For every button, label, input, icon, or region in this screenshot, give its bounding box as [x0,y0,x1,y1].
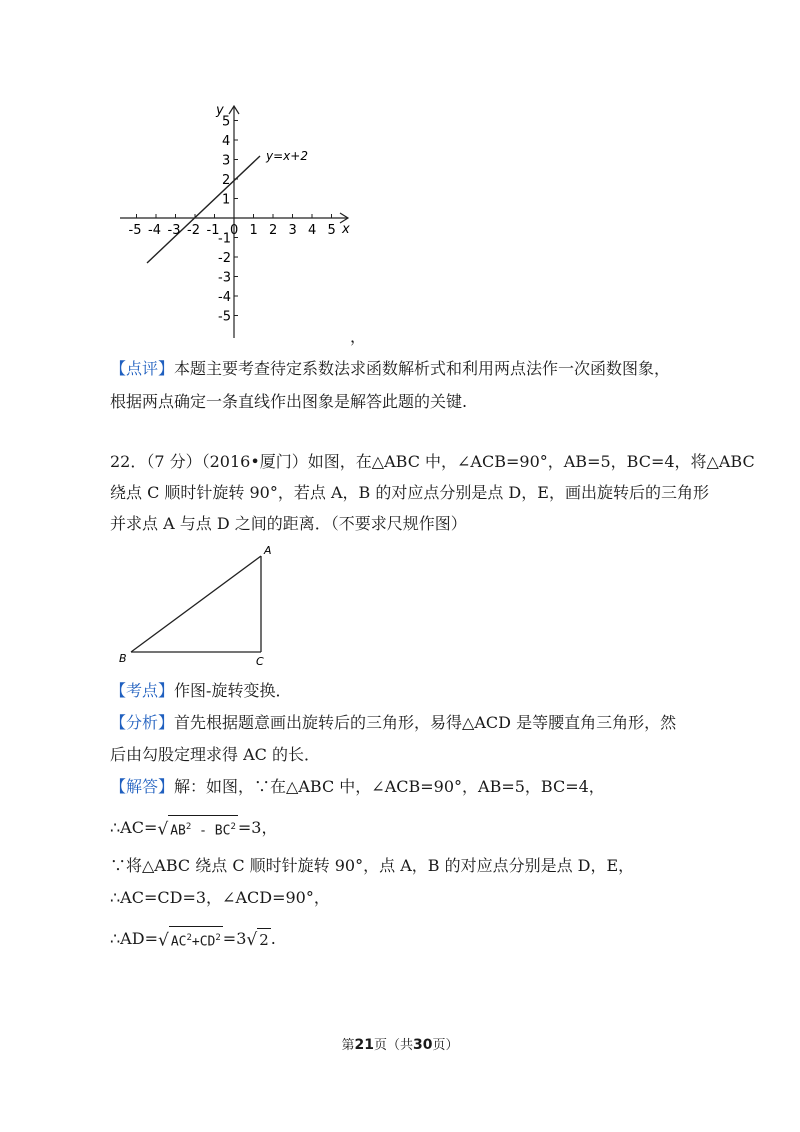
vertex-a-label: A [264,544,272,557]
jieda-text-1: 解：如图，∵在△ABC 中，∠ACB=90°，AB=5，BC=4， [174,777,605,796]
comment-text-1: 本题主要考查待定系数法求函数解析式和利用两点法作一次函数图象， [174,359,671,378]
vertex-c-label: C [256,655,264,668]
linear-function-graph [110,98,370,348]
y-axis-label: y [216,103,224,118]
y-tick-label: -2 [218,251,231,266]
vertex-b-label: B [119,652,127,665]
sqrt-2: √ 2 [246,930,269,951]
x-tick-label: 3 [288,223,297,238]
y-tick-label: -3 [218,270,231,286]
x-tick-label: 0 [230,223,239,238]
y-tick-label: 3 [222,153,231,169]
y-tick-label: 2 [222,173,231,188]
fenxi-text-1: 首先根据题意画出旋转后的三角形，易得△ACD 是等腰直角三角形，然 [174,713,677,732]
x-tick-label: 4 [308,223,317,238]
kaodian-text: 作图-旋转变换． [174,681,292,700]
right-triangle-figure [115,540,285,670]
current-page: 21 [354,1037,374,1053]
page-footer: 第21页（共30页） [341,1037,459,1053]
x-tick-label: -2 [187,223,200,238]
jieda-line-3: ∵将△ABC 绕点 C 顺时针旋转 90°，点 A，B 的对应点分别是点 D，E， [110,856,635,875]
x-axis-label: x [342,222,350,237]
y-tick-label: -1 [218,231,231,247]
jieda-line-2: ∴AC=√ $AB^2 - BC^2 =3$， [110,815,277,842]
jieda-line-4: ∴AC=CD=3，∠ACD=90°， [110,888,330,907]
problem-22-line-3: 并求点 A 与点 D 之间的距离．（不要求尺规作图） [110,514,467,533]
y-tick-label: -5 [218,309,231,325]
y-tick-label: 1 [222,192,231,208]
x-tick-label: -3 [167,223,181,238]
y-tick-label: 5 [222,114,231,130]
kaodian-line: 【考点】作图-旋转变换． [110,681,292,700]
jieda-tag: 解答 [126,777,159,796]
sqrt-ab-bc: √ $AB^2 - BC^2$ [157,815,237,842]
jieda-line-1: 【解答】解：如图，∵在△ABC 中，∠ACB=90°，AB=5，BC=4， [110,777,605,796]
total-pages: 30 [413,1037,433,1053]
x-tick-label: -4 [148,223,161,238]
x-tick-label: -5 [128,223,142,238]
kaodian-tag: 考点 [126,681,159,700]
function-line [147,153,260,263]
problem-22-line-1: 22．（7 分）（2016•厦门）如图，在△ABC 中，∠ACB=90°，AB=5，BC=4，将△ABC [110,452,755,471]
comment-line-1: 【点评】本题主要考查待定系数法求函数解析式和利用两点法作一次函数图象， [110,359,671,378]
comment-line-2: 根据两点确定一条直线作出图象是解答此题的关键. [110,392,468,411]
comment-tag: 点评 [126,359,159,378]
graph-trailing-comma: ， [350,327,367,346]
y-tick-label: 4 [222,134,231,149]
y-tick-label: -4 [218,290,231,305]
x-tick-label: -1 [206,223,220,238]
function-label: y=x+2 [266,149,308,163]
x-tick-label: 5 [327,223,336,238]
problem-22-line-2: 绕点 C 顺时针旋转 90°，若点 A，B 的对应点分别是点 D，E，画出旋转后的三角形 [110,483,709,502]
jieda-line-5: ∴AD=√ $AC^2+CD^2 =3√$ 2 . [110,926,276,953]
sqrt-ac-cd: √ $AC^2+CD^2$ [158,926,223,953]
x-tick-label: 1 [249,223,258,238]
fenxi-tag: 分析 [126,713,159,732]
fenxi-line-1: 【分析】首先根据题意画出旋转后的三角形，易得△ACD 是等腰直角三角形，然 [110,713,677,732]
x-tick-label: 2 [269,223,278,238]
fenxi-line-2: 后由勾股定理求得 AC 的长． [110,745,320,764]
